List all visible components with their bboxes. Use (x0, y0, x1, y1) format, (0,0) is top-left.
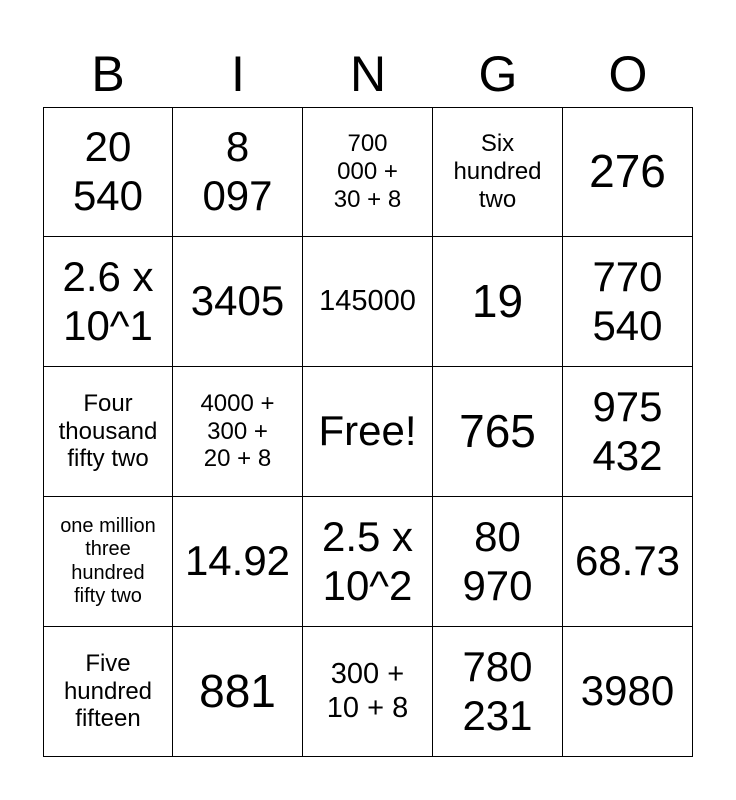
bingo-cell-free[interactable] (303, 367, 433, 497)
cell-text: 8 097 (202, 123, 273, 219)
bingo-cell-n4[interactable] (303, 497, 433, 627)
cell-text: 780 231 (462, 642, 533, 739)
cell-text: 300 + 10 + 8 (326, 657, 409, 724)
free-space-text: Free! (318, 407, 417, 455)
cell-text: 770 540 (592, 252, 663, 349)
bingo-cell-i1[interactable] (173, 107, 303, 237)
cell-text: Five hundred fifteen (63, 649, 153, 733)
bingo-cell-i4[interactable] (173, 497, 303, 627)
bingo-cell-b5[interactable] (43, 627, 173, 757)
bingo-cell-i3[interactable] (173, 367, 303, 497)
cell-text: 20 540 (72, 123, 144, 219)
bingo-cell-n5[interactable] (303, 627, 433, 757)
cell-text: 2.5 x 10^2 (321, 512, 414, 609)
bingo-cell-b1[interactable] (43, 107, 173, 237)
header-letter-i: I (231, 46, 245, 102)
cell-text: Four thousand fifty two (58, 389, 158, 473)
bingo-cell-n2[interactable] (303, 237, 433, 367)
cell-text: one million three hundred fifty two (60, 515, 156, 607)
cell-text: 881 (199, 664, 276, 717)
cell-text: 700 000 + 30 + 8 (333, 130, 402, 213)
bingo-cell-b2[interactable] (43, 237, 173, 367)
bingo-cell-o1[interactable] (563, 107, 693, 237)
cell-text: 3980 (580, 667, 675, 715)
bingo-cell-b4[interactable] (43, 497, 173, 627)
cell-text: 14.92 (184, 537, 291, 585)
bingo-cell-o2[interactable] (563, 237, 693, 367)
cell-text: 276 (589, 145, 666, 198)
bingo-cell-g4[interactable] (433, 497, 563, 627)
cell-text: 3405 (190, 277, 285, 325)
bingo-header (43, 40, 693, 108)
header-letter-n: N (349, 46, 387, 102)
bingo-cell-b3[interactable] (43, 367, 173, 497)
cell-text: 80 970 (462, 512, 533, 609)
bingo-cell-o3[interactable] (563, 367, 693, 497)
bingo-cell-g1[interactable] (433, 107, 563, 237)
cell-text: 975 432 (592, 382, 663, 479)
header-letter-o: O (608, 46, 648, 102)
bingo-cell-g2[interactable] (433, 237, 563, 367)
bingo-cell-o5[interactable] (563, 627, 693, 757)
cell-text: Six hundred two (453, 130, 542, 213)
bingo-cell-g3[interactable] (433, 367, 563, 497)
bingo-cell-n1[interactable] (303, 107, 433, 237)
cell-text: 145000 (319, 284, 416, 317)
bingo-cell-o4[interactable] (563, 497, 693, 627)
header-letter-g: G (478, 46, 518, 102)
bingo-board (43, 107, 693, 757)
bingo-cell-g5[interactable] (433, 627, 563, 757)
bingo-cell-i2[interactable] (173, 237, 303, 367)
cell-text: 4000 + 300 + 20 + 8 (200, 389, 275, 473)
header-letter-b: B (91, 46, 125, 102)
cell-text: 68.73 (574, 537, 681, 585)
bingo-cell-i5[interactable] (173, 627, 303, 757)
cell-text: 19 (471, 274, 524, 327)
cell-text: 765 (459, 404, 536, 457)
cell-text: 2.6 x 10^1 (62, 252, 154, 349)
